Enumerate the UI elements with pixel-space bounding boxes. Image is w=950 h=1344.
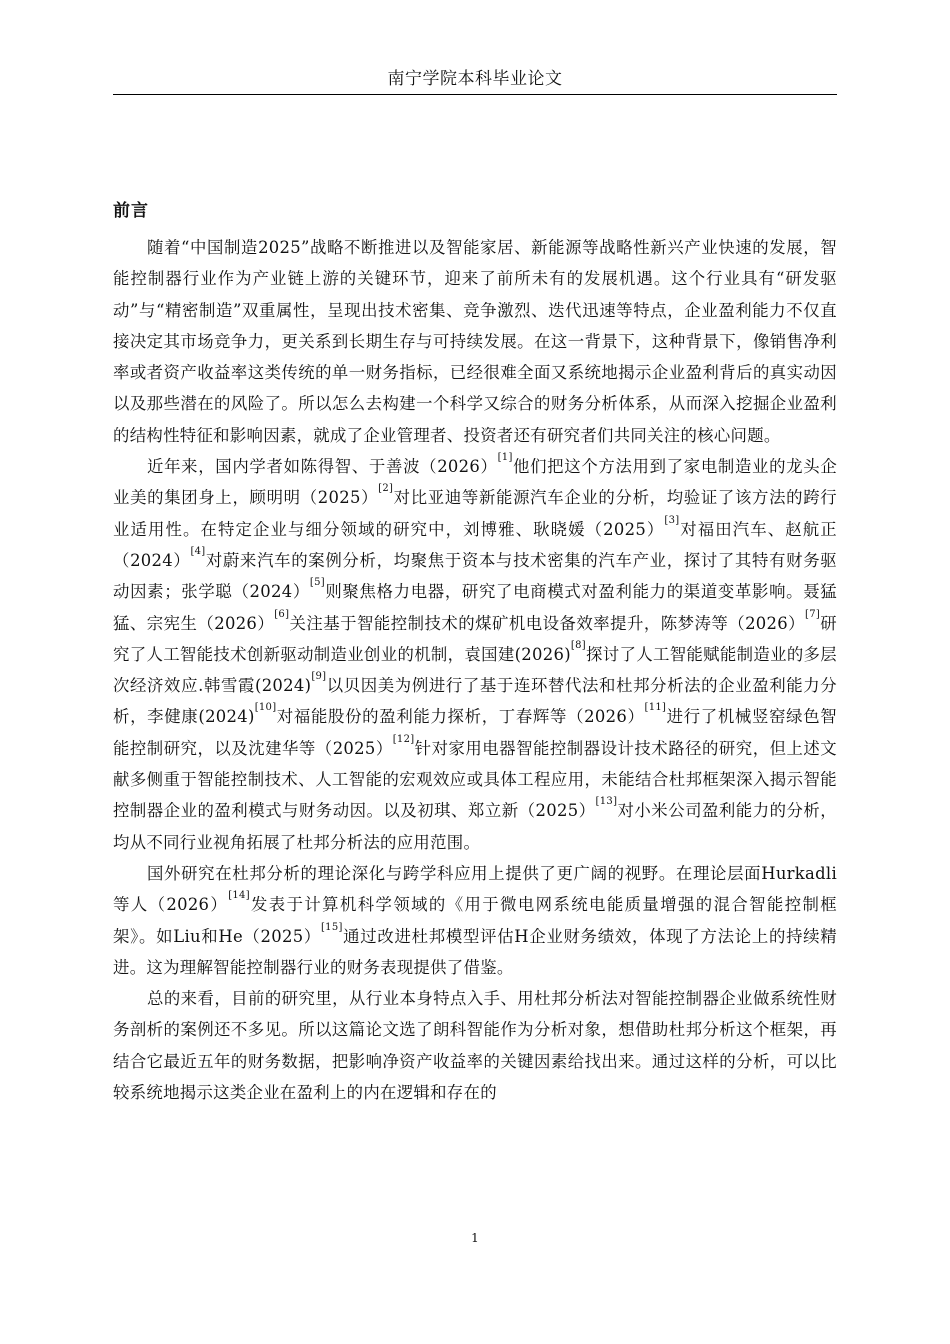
paragraph	[113, 858, 837, 983]
citation-marker: [9]	[311, 671, 327, 683]
paragraph-text: 针对家用电器智能控制器设计技术路径的研究，但上述文献多侧重于智能控制技术、人工智能的宏观效应或具体工程应用，未能结合杜邦框架深入揭示智能控制器企业的盈利模式与财务动因。以及初琪、郑立新（2025）	[113, 738, 837, 821]
paragraph	[113, 232, 837, 451]
citation-marker: [2]	[378, 483, 394, 495]
paragraph-text: 对福能股份的盈利能力探析，丁春辉等（2026）	[276, 707, 645, 727]
citation-marker: [1]	[497, 452, 513, 464]
paragraph-text: 对小米公司盈利能力的分析，均从不同行业视角拓展了杜邦分析法的应用范围。	[113, 801, 837, 852]
paragraph-text: 总的来看，目前的研究里，从行业本身特点入手、用杜邦分析法对智能控制器企业做系统性财务剖析的案例还不多见。所以这篇论文选了朗科智能作为分析对象，想借助杜邦分析这个框架，再结合它最近五年的财务数据，把影响净资产收益率的关键因素给找出来。通过这样的分析，可以比较系统地揭示这类企业在盈利上的内在逻辑和存在的	[113, 989, 837, 1103]
paragraph-text: 以贝因美为例进行了基于连环替代法和杜邦分析法的企业盈利能力分析，李健康(2024)	[113, 676, 837, 727]
paragraph-text: 发表于计算机科学领域的《用于微电网系统电能质量增强的混合智能控制框架》。如Liu和He（2025）	[113, 895, 837, 946]
paragraph-text: 关注基于智能控制技术的煤矿机电设备效率提升，陈梦涛等（2026）	[289, 613, 806, 633]
paragraph-text: 随着“中国制造2025”战略不断推进以及智能家居、新能源等战略性新兴产业快速的发展，智能控制器行业作为产业链上游的关键环节，迎来了前所未有的发展机遇。这个行业具有“研发驱动”与“精密制造”双重属性，呈现出技术密集、竞争激烈、迭代迅速等特点，企业盈利能力不仅直接决定其市场竞争力，更关系到长期生存与可持续发展。在这一背景下，这种背景下，像销售净利率或者资产收益率这类传统的单一财务指标，已经很难全面又系统地揭示企业盈利背后的真实动因以及那些潜在的风险了。所以怎么去构建一个科学又综合的财务分析体系，从而深入挖掘企业盈利的结构性特征和影响因素，就成了企业管理者、投资者还有研究者们共同关注的核心问题。	[113, 238, 837, 445]
citation-marker: [3]	[664, 514, 680, 526]
citation-marker: [14]	[228, 890, 250, 902]
section-title: 前言	[113, 201, 149, 221]
paragraph-text: 研究了人工智能技术创新驱动制造业创业的机制，袁国建(2026)	[113, 613, 837, 664]
header-divider	[113, 94, 837, 95]
paragraph-text: 近年来，国内学者如陈得智、于善波（2026）	[147, 457, 498, 477]
citation-marker: [13]	[595, 796, 618, 808]
body-text	[113, 232, 837, 1108]
paragraph-text: 探讨了人工智能赋能制造业的多层次经济效应.韩雪霞(2024)	[113, 644, 837, 696]
citation-marker: [6]	[274, 608, 290, 620]
paragraph-text: 则聚焦格力电器，研究了电商模式对盈利能力的渠道变革影响。聂猛猛、宗宪生（2026）	[113, 582, 837, 633]
paragraph-text: 对比亚迪等新能源汽车企业的分析，均验证了该方法的跨行业适用性。在特定企业与细分领域的研究中，刘博雅、耿晓媛（2025）	[113, 488, 837, 539]
citation-marker: [8]	[570, 639, 586, 651]
paragraph-text: 他们把这个方法用到了家电制造业的龙头企业美的集团身上，顾明明（2025）	[113, 457, 838, 508]
paragraph	[113, 451, 837, 858]
paragraph-text: 国外研究在杜邦分析的理论深化与跨学科应用上提供了更广阔的视野。在理论层面Hurkadli等人（2026）	[113, 863, 837, 915]
citation-marker: [11]	[644, 702, 667, 714]
paragraph-text: 通过改进杜邦模型评估H企业财务绩效，体现了方法论上的持续精进。这为理解智能控制器行业的财务表现提供了借鉴。	[113, 926, 837, 977]
running-header: 南宁学院本科毕业论文	[387, 69, 563, 89]
page-number: 1	[471, 1231, 479, 1245]
citation-marker: [15]	[320, 921, 343, 933]
citation-marker: [12]	[392, 733, 415, 745]
paragraph-text: 对蔚来汽车的案例分析，均聚焦于资本与技术密集的汽车产业，探讨了其特有财务驱动因素；张学聪（2024）	[113, 550, 837, 602]
paragraph	[113, 983, 837, 1108]
citation-marker: [4]	[190, 545, 206, 557]
paragraph-text: 对福田汽车、赵航正（2024）	[113, 519, 837, 570]
paragraph-text: 进行了机械竖窑绿色智能控制研究，以及沈建华等（2025）	[113, 707, 837, 758]
citation-marker: [5]	[309, 577, 325, 589]
citation-marker: [7]	[805, 608, 821, 620]
citation-marker: [10]	[254, 702, 277, 714]
